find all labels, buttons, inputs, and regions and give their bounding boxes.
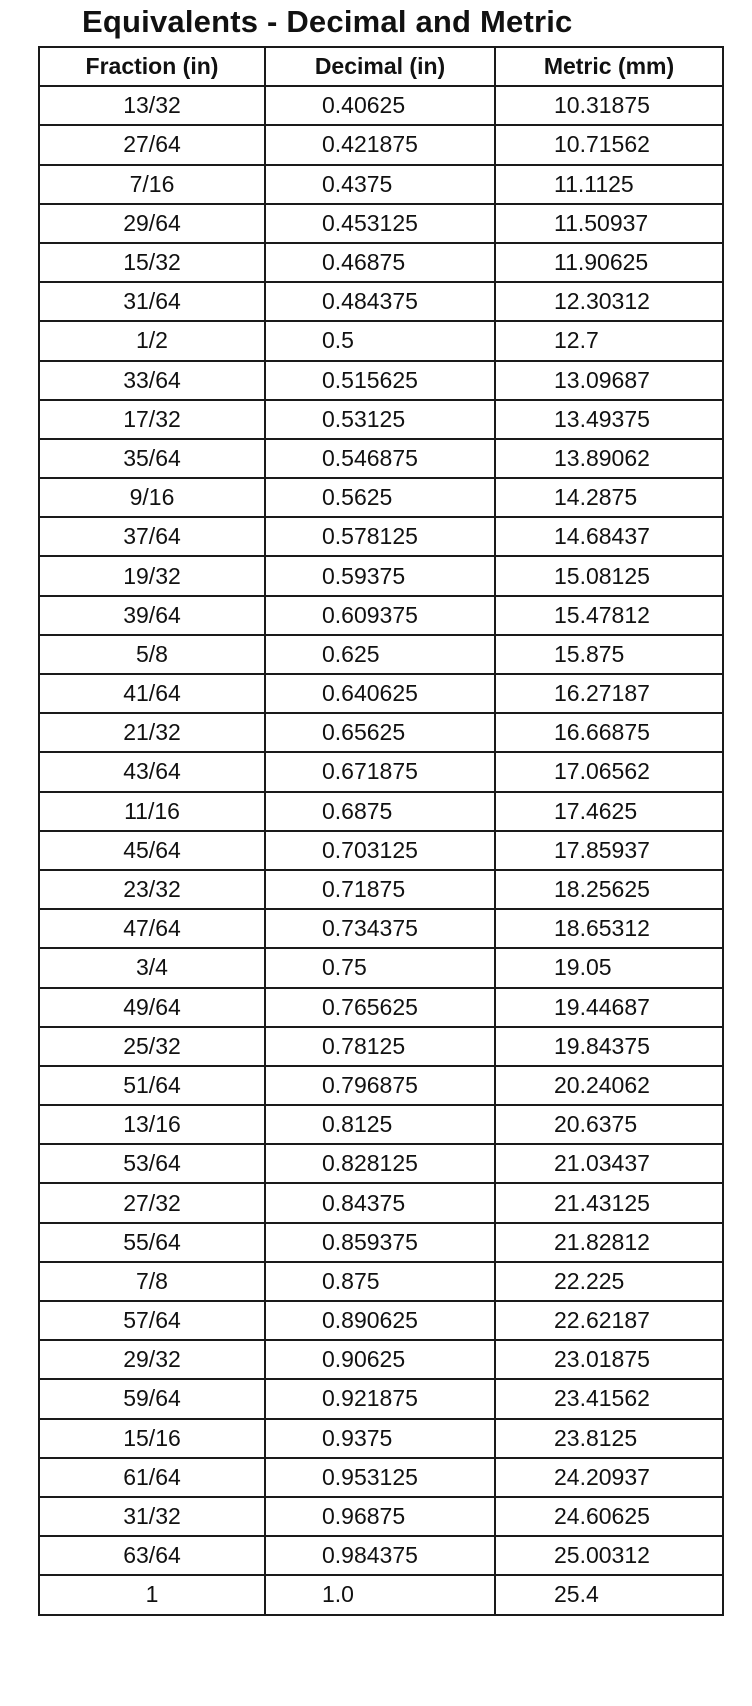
cell-fraction: 7/16 bbox=[39, 165, 265, 204]
table-row bbox=[39, 282, 723, 321]
cell-metric: 21.43125 bbox=[495, 1183, 723, 1222]
table-row bbox=[39, 674, 723, 713]
table-row bbox=[39, 870, 723, 909]
cell-metric: 12.7 bbox=[495, 321, 723, 360]
cell-decimal: 0.890625 bbox=[265, 1301, 495, 1340]
cell-decimal: 0.953125 bbox=[265, 1458, 495, 1497]
cell-fraction: 7/8 bbox=[39, 1262, 265, 1301]
page-title: Equivalents - Decimal and Metric bbox=[82, 4, 573, 39]
table-row bbox=[39, 1027, 723, 1066]
cell-decimal: 0.53125 bbox=[265, 400, 495, 439]
cell-metric: 23.01875 bbox=[495, 1340, 723, 1379]
cell-fraction: 27/64 bbox=[39, 125, 265, 164]
cell-decimal: 0.84375 bbox=[265, 1183, 495, 1222]
cell-decimal: 0.421875 bbox=[265, 125, 495, 164]
cell-metric: 13.09687 bbox=[495, 361, 723, 400]
cell-fraction: 57/64 bbox=[39, 1301, 265, 1340]
cell-decimal: 0.984375 bbox=[265, 1536, 495, 1575]
cell-metric: 18.65312 bbox=[495, 909, 723, 948]
cell-decimal: 0.9375 bbox=[265, 1419, 495, 1458]
table-row bbox=[39, 596, 723, 635]
cell-fraction: 29/64 bbox=[39, 204, 265, 243]
cell-fraction: 33/64 bbox=[39, 361, 265, 400]
table-row bbox=[39, 1066, 723, 1105]
cell-metric: 19.44687 bbox=[495, 988, 723, 1027]
table-row bbox=[39, 831, 723, 870]
table-row bbox=[39, 1301, 723, 1340]
cell-fraction: 43/64 bbox=[39, 752, 265, 791]
cell-metric: 20.6375 bbox=[495, 1105, 723, 1144]
table-row bbox=[39, 1223, 723, 1262]
cell-decimal: 0.484375 bbox=[265, 282, 495, 321]
table-row bbox=[39, 439, 723, 478]
cell-fraction: 61/64 bbox=[39, 1458, 265, 1497]
table-row bbox=[39, 204, 723, 243]
cell-metric: 22.225 bbox=[495, 1262, 723, 1301]
cell-metric: 23.41562 bbox=[495, 1379, 723, 1418]
cell-decimal: 0.59375 bbox=[265, 556, 495, 595]
cell-decimal: 0.5 bbox=[265, 321, 495, 360]
cell-fraction: 1 bbox=[39, 1575, 265, 1614]
table-row bbox=[39, 1144, 723, 1183]
header-metric: Metric (mm) bbox=[495, 47, 723, 86]
table-row bbox=[39, 1419, 723, 1458]
cell-fraction: 49/64 bbox=[39, 988, 265, 1027]
cell-fraction: 41/64 bbox=[39, 674, 265, 713]
cell-decimal: 0.6875 bbox=[265, 792, 495, 831]
table-row bbox=[39, 1379, 723, 1418]
cell-decimal: 0.78125 bbox=[265, 1027, 495, 1066]
cell-fraction: 17/32 bbox=[39, 400, 265, 439]
cell-fraction: 59/64 bbox=[39, 1379, 265, 1418]
cell-decimal: 0.71875 bbox=[265, 870, 495, 909]
cell-metric: 11.90625 bbox=[495, 243, 723, 282]
cell-metric: 11.50937 bbox=[495, 204, 723, 243]
cell-decimal: 0.65625 bbox=[265, 713, 495, 752]
table-row bbox=[39, 556, 723, 595]
header-fraction: Fraction (in) bbox=[39, 47, 265, 86]
cell-decimal: 0.640625 bbox=[265, 674, 495, 713]
cell-decimal: 0.765625 bbox=[265, 988, 495, 1027]
cell-decimal: 0.875 bbox=[265, 1262, 495, 1301]
cell-fraction: 5/8 bbox=[39, 635, 265, 674]
cell-metric: 13.49375 bbox=[495, 400, 723, 439]
cell-decimal: 0.578125 bbox=[265, 517, 495, 556]
cell-fraction: 19/32 bbox=[39, 556, 265, 595]
cell-metric: 20.24062 bbox=[495, 1066, 723, 1105]
table-row bbox=[39, 792, 723, 831]
cell-fraction: 39/64 bbox=[39, 596, 265, 635]
table-row bbox=[39, 752, 723, 791]
cell-fraction: 13/32 bbox=[39, 86, 265, 125]
cell-metric: 21.82812 bbox=[495, 1223, 723, 1262]
cell-decimal: 0.515625 bbox=[265, 361, 495, 400]
cell-metric: 15.47812 bbox=[495, 596, 723, 635]
cell-metric: 10.31875 bbox=[495, 86, 723, 125]
table-row bbox=[39, 86, 723, 125]
cell-metric: 17.4625 bbox=[495, 792, 723, 831]
cell-fraction: 1/2 bbox=[39, 321, 265, 360]
cell-fraction: 45/64 bbox=[39, 831, 265, 870]
cell-decimal: 0.46875 bbox=[265, 243, 495, 282]
cell-metric: 10.71562 bbox=[495, 125, 723, 164]
cell-metric: 21.03437 bbox=[495, 1144, 723, 1183]
cell-decimal: 0.4375 bbox=[265, 165, 495, 204]
cell-decimal: 0.796875 bbox=[265, 1066, 495, 1105]
cell-decimal: 0.546875 bbox=[265, 439, 495, 478]
cell-fraction: 15/16 bbox=[39, 1419, 265, 1458]
cell-fraction: 11/16 bbox=[39, 792, 265, 831]
cell-metric: 14.68437 bbox=[495, 517, 723, 556]
cell-fraction: 13/16 bbox=[39, 1105, 265, 1144]
cell-fraction: 21/32 bbox=[39, 713, 265, 752]
table-row bbox=[39, 1497, 723, 1536]
table-row bbox=[39, 361, 723, 400]
cell-metric: 16.27187 bbox=[495, 674, 723, 713]
table-body bbox=[39, 86, 723, 1614]
cell-metric: 19.84375 bbox=[495, 1027, 723, 1066]
table-row bbox=[39, 165, 723, 204]
table-row bbox=[39, 478, 723, 517]
table-row bbox=[39, 321, 723, 360]
table-row bbox=[39, 1575, 723, 1614]
table-row bbox=[39, 1262, 723, 1301]
cell-metric: 14.2875 bbox=[495, 478, 723, 517]
cell-decimal: 0.609375 bbox=[265, 596, 495, 635]
cell-metric: 17.06562 bbox=[495, 752, 723, 791]
cell-fraction: 27/32 bbox=[39, 1183, 265, 1222]
table-row bbox=[39, 1536, 723, 1575]
cell-decimal: 0.671875 bbox=[265, 752, 495, 791]
cell-decimal: 0.703125 bbox=[265, 831, 495, 870]
cell-decimal: 0.8125 bbox=[265, 1105, 495, 1144]
cell-metric: 13.89062 bbox=[495, 439, 723, 478]
cell-decimal: 0.734375 bbox=[265, 909, 495, 948]
cell-metric: 11.1125 bbox=[495, 165, 723, 204]
table-row bbox=[39, 948, 723, 987]
table-row bbox=[39, 909, 723, 948]
table-row bbox=[39, 1183, 723, 1222]
cell-metric: 19.05 bbox=[495, 948, 723, 987]
cell-metric: 16.66875 bbox=[495, 713, 723, 752]
cell-decimal: 0.40625 bbox=[265, 86, 495, 125]
cell-metric: 24.20937 bbox=[495, 1458, 723, 1497]
cell-fraction: 25/32 bbox=[39, 1027, 265, 1066]
cell-decimal: 1.0 bbox=[265, 1575, 495, 1614]
cell-metric: 25.4 bbox=[495, 1575, 723, 1614]
cell-fraction: 35/64 bbox=[39, 439, 265, 478]
table-row bbox=[39, 713, 723, 752]
table-row bbox=[39, 635, 723, 674]
table-row bbox=[39, 988, 723, 1027]
cell-metric: 24.60625 bbox=[495, 1497, 723, 1536]
cell-fraction: 55/64 bbox=[39, 1223, 265, 1262]
cell-metric: 25.00312 bbox=[495, 1536, 723, 1575]
cell-fraction: 51/64 bbox=[39, 1066, 265, 1105]
cell-decimal: 0.625 bbox=[265, 635, 495, 674]
cell-fraction: 37/64 bbox=[39, 517, 265, 556]
cell-fraction: 63/64 bbox=[39, 1536, 265, 1575]
cell-metric: 22.62187 bbox=[495, 1301, 723, 1340]
cell-fraction: 47/64 bbox=[39, 909, 265, 948]
cell-fraction: 15/32 bbox=[39, 243, 265, 282]
table-row bbox=[39, 125, 723, 164]
table-row bbox=[39, 1458, 723, 1497]
cell-decimal: 0.453125 bbox=[265, 204, 495, 243]
cell-fraction: 31/32 bbox=[39, 1497, 265, 1536]
table-row bbox=[39, 243, 723, 282]
header-decimal: Decimal (in) bbox=[265, 47, 495, 86]
cell-decimal: 0.90625 bbox=[265, 1340, 495, 1379]
cell-decimal: 0.921875 bbox=[265, 1379, 495, 1418]
cell-metric: 15.08125 bbox=[495, 556, 723, 595]
table-row bbox=[39, 1105, 723, 1144]
table-row bbox=[39, 400, 723, 439]
cell-metric: 18.25625 bbox=[495, 870, 723, 909]
cell-fraction: 53/64 bbox=[39, 1144, 265, 1183]
table-row bbox=[39, 517, 723, 556]
cell-metric: 12.30312 bbox=[495, 282, 723, 321]
equivalents-table bbox=[38, 46, 724, 1616]
table-row bbox=[39, 1340, 723, 1379]
cell-decimal: 0.859375 bbox=[265, 1223, 495, 1262]
cell-fraction: 23/32 bbox=[39, 870, 265, 909]
cell-fraction: 31/64 bbox=[39, 282, 265, 321]
cell-decimal: 0.5625 bbox=[265, 478, 495, 517]
cell-decimal: 0.96875 bbox=[265, 1497, 495, 1536]
cell-metric: 15.875 bbox=[495, 635, 723, 674]
cell-fraction: 9/16 bbox=[39, 478, 265, 517]
cell-decimal: 0.828125 bbox=[265, 1144, 495, 1183]
header-row bbox=[39, 47, 723, 86]
cell-decimal: 0.75 bbox=[265, 948, 495, 987]
cell-fraction: 3/4 bbox=[39, 948, 265, 987]
cell-fraction: 29/32 bbox=[39, 1340, 265, 1379]
cell-metric: 17.85937 bbox=[495, 831, 723, 870]
cell-metric: 23.8125 bbox=[495, 1419, 723, 1458]
